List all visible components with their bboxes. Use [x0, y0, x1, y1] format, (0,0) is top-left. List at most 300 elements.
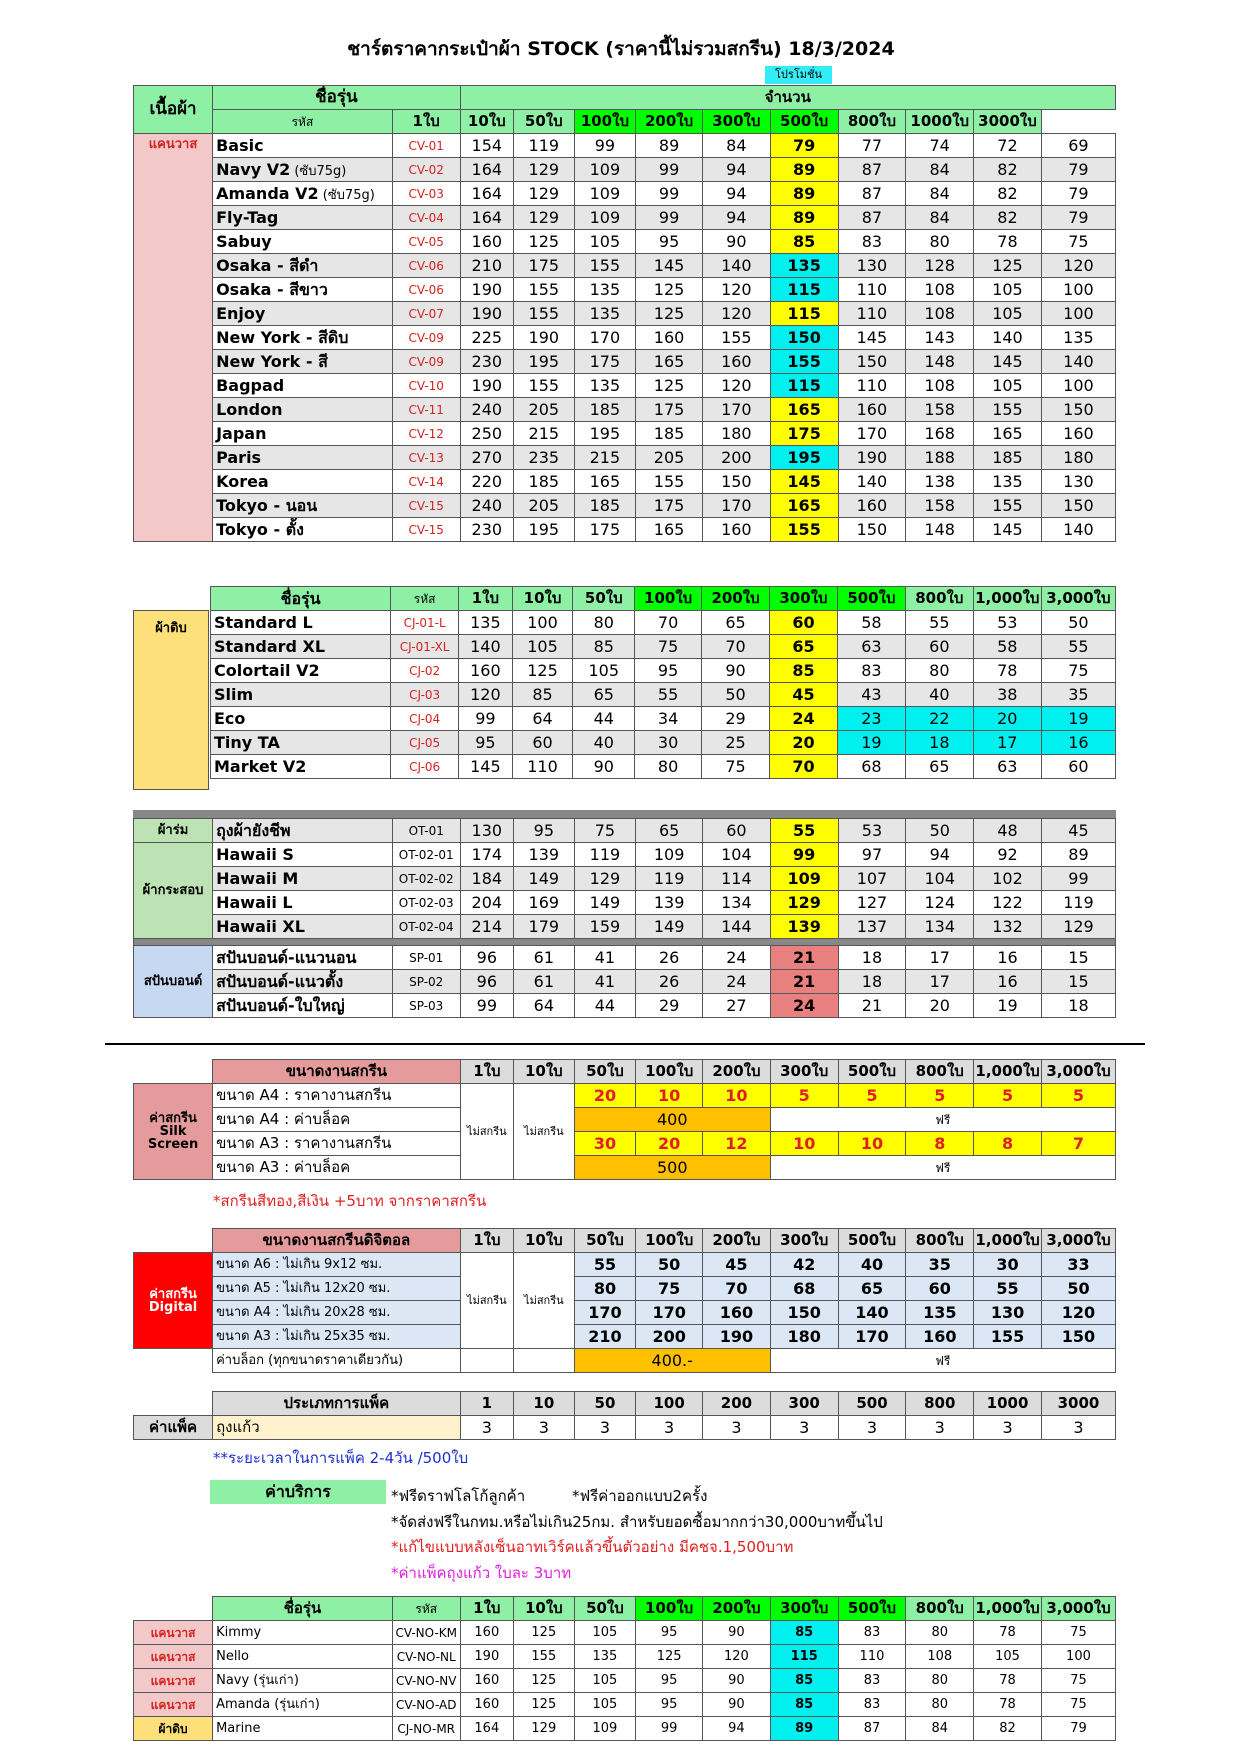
- price-cell: 82: [974, 206, 1042, 230]
- product-name-text: Tokyo - นอน: [216, 495, 318, 515]
- price-cell: 99: [460, 994, 513, 1018]
- product-name: Hawaii L: [213, 891, 393, 915]
- price-cell: 55: [770, 819, 838, 843]
- digital-price-cell: 210: [574, 1325, 636, 1349]
- silk-label-line: Silk: [159, 1124, 187, 1139]
- other-fabric-table: [133, 818, 1116, 1018]
- price-cell: 48: [974, 819, 1042, 843]
- price-cell: 129: [514, 1717, 575, 1741]
- qty-col-header: 1ใบ: [460, 1229, 513, 1253]
- qty-col-header: 3000: [1041, 1392, 1115, 1416]
- qty-col-header: 3000ใบ: [974, 110, 1042, 134]
- price-cell: 26: [636, 946, 703, 970]
- price-cell: 160: [459, 659, 513, 683]
- price-cell: 190: [460, 302, 513, 326]
- product-name: [213, 518, 393, 542]
- price-cell: 170: [702, 398, 770, 422]
- fabric-type-cell: แคนวาส: [134, 1621, 213, 1645]
- qty-col-header: 1,000ใบ: [974, 1229, 1042, 1253]
- digital-block-cost: 400.-: [574, 1349, 770, 1373]
- price-cell: 125: [514, 1621, 575, 1645]
- price-cell: 65: [702, 611, 770, 635]
- qty-col-header: 50: [574, 1392, 636, 1416]
- price-cell: 87: [838, 158, 906, 182]
- price-cell: 21: [838, 994, 906, 1018]
- product-code: SP-01: [392, 946, 460, 970]
- product-name: [213, 278, 393, 302]
- digital-label: [134, 1253, 213, 1349]
- price-cell: 160: [460, 1693, 513, 1717]
- price-cell: 135: [770, 254, 838, 278]
- price-cell: 90: [702, 659, 770, 683]
- price-cell: 35: [1041, 683, 1115, 707]
- pack-price-cell: 3: [574, 1416, 636, 1440]
- price-cell: 78: [973, 659, 1041, 683]
- price-cell: 190: [514, 326, 575, 350]
- silk-price-cell: 12: [703, 1132, 771, 1156]
- price-cell: 215: [574, 446, 636, 470]
- product-name-text: Osaka - สีดำ: [216, 255, 319, 275]
- price-cell: 18: [838, 946, 906, 970]
- price-cell: 105: [574, 1621, 636, 1645]
- price-cell: 70: [635, 611, 702, 635]
- price-cell: 135: [574, 278, 636, 302]
- qty-col-header: 300ใบ: [702, 110, 770, 134]
- product-code: CV-13: [392, 446, 460, 470]
- product-name-text: Basic: [216, 135, 264, 155]
- price-cell: 19: [1041, 707, 1115, 731]
- price-cell: 164: [460, 158, 513, 182]
- price-cell: 104: [703, 843, 771, 867]
- price-cell: 165: [770, 494, 838, 518]
- price-cell: 21: [770, 970, 838, 994]
- price-cell: 205: [514, 494, 575, 518]
- price-cell: 125: [514, 230, 575, 254]
- service-line-1b: *ฟรีค่าออกแบบ2ครั้ง: [572, 1487, 708, 1505]
- digital-price-cell: 60: [906, 1277, 974, 1301]
- table-row: [134, 278, 1116, 302]
- silk-price-cell: 8: [906, 1132, 974, 1156]
- spacer-cell: [134, 939, 1116, 946]
- price-cell: 109: [770, 867, 838, 891]
- qty-col-header: 3,000ใบ: [1041, 1229, 1115, 1253]
- silk-price-cell: 20: [574, 1084, 636, 1108]
- price-cell: 95: [459, 731, 513, 755]
- price-cell: 119: [636, 867, 703, 891]
- price-cell: 17: [906, 970, 974, 994]
- price-cell: 160: [1041, 422, 1115, 446]
- price-cell: 110: [838, 302, 906, 326]
- product-code: CJ-05: [391, 731, 459, 755]
- product-name: Navy (รุ่นเก่า): [213, 1669, 393, 1693]
- price-cell: 150: [1041, 398, 1115, 422]
- fabric-label: สปันบอนด์: [134, 946, 213, 1018]
- price-cell: 155: [974, 494, 1042, 518]
- price-cell: 24: [703, 946, 771, 970]
- old-code-header: รหัส: [392, 1597, 460, 1621]
- price-cell: 155: [770, 518, 838, 542]
- price-cell: 129: [574, 867, 636, 891]
- price-cell: 15: [1041, 970, 1115, 994]
- digital-price-cell: 42: [770, 1253, 838, 1277]
- price-cell: 79: [1041, 1717, 1115, 1741]
- price-cell: 20: [770, 731, 838, 755]
- digital-block-name: ค่าบล็อก (ทุกขนาดราคาเดียวกัน): [213, 1349, 461, 1373]
- digital-price-cell: 35: [906, 1253, 974, 1277]
- qty-col-header: 10ใบ: [514, 1060, 575, 1084]
- price-cell: 69: [1041, 134, 1115, 158]
- digital-price-cell: 55: [974, 1277, 1042, 1301]
- price-cell: 15: [1041, 946, 1115, 970]
- model-header: ชื่อรุ่น: [213, 86, 461, 110]
- price-cell: 150: [838, 350, 906, 374]
- qty-col-header: 1ใบ: [392, 110, 460, 134]
- digital-price-cell: 50: [1041, 1277, 1115, 1301]
- price-cell: 130: [1041, 470, 1115, 494]
- product-name: สปันบอนด์-ใบใหญ่: [213, 994, 393, 1018]
- product-name-text: Tokyo - ตั้ง: [216, 519, 304, 539]
- price-cell: 55: [1041, 635, 1115, 659]
- price-cell: 185: [974, 446, 1042, 470]
- price-cell: 107: [838, 867, 906, 891]
- product-name: [213, 374, 393, 398]
- table-header-row: [134, 1392, 1116, 1416]
- digital-price-cell: 55: [574, 1253, 636, 1277]
- qty-col-header: 200ใบ: [703, 1597, 771, 1621]
- price-cell: 160: [702, 350, 770, 374]
- fabric-header: เนื้อผ้า: [134, 86, 213, 134]
- qty-col-header: 1000: [974, 1392, 1042, 1416]
- price-cell: 220: [460, 470, 513, 494]
- price-cell: 75: [1041, 659, 1115, 683]
- price-cell: 85: [770, 230, 838, 254]
- table-row: [134, 374, 1116, 398]
- table-row: [134, 1301, 1116, 1325]
- product-name: Standard L: [211, 611, 391, 635]
- price-cell: 110: [838, 278, 906, 302]
- price-cell: 85: [512, 683, 573, 707]
- fabric-type-cell: แคนวาส: [134, 1669, 213, 1693]
- qty-col-header: 800ใบ: [905, 587, 973, 611]
- qty-col-header: 1,000ใบ: [973, 587, 1041, 611]
- price-cell: 41: [574, 946, 636, 970]
- qty-col-header: 1: [460, 1392, 513, 1416]
- qty-col-header: 10ใบ: [460, 110, 513, 134]
- price-cell: 124: [906, 891, 974, 915]
- price-cell: 110: [512, 755, 573, 779]
- product-name-text: Enjoy: [216, 303, 266, 323]
- price-cell: 195: [574, 422, 636, 446]
- digital-price-cell: 65: [838, 1277, 906, 1301]
- price-cell: 120: [703, 1645, 771, 1669]
- price-cell: 174: [460, 843, 513, 867]
- price-cell: 130: [460, 819, 513, 843]
- price-cell: 94: [702, 206, 770, 230]
- price-cell: 85: [770, 1693, 838, 1717]
- price-cell: 175: [636, 398, 703, 422]
- packing-table: [133, 1391, 1116, 1440]
- price-cell: 134: [906, 915, 974, 939]
- price-cell: 155: [770, 350, 838, 374]
- price-cell: 95: [514, 819, 575, 843]
- price-cell: 26: [636, 970, 703, 994]
- qty-col-header: 50ใบ: [573, 587, 635, 611]
- price-cell: 134: [703, 891, 771, 915]
- silk-price-cell: 8: [974, 1132, 1042, 1156]
- price-cell: 40: [905, 683, 973, 707]
- qty-col-header: 800ใบ: [906, 1060, 974, 1084]
- price-cell: 119: [1041, 891, 1115, 915]
- price-cell: 168: [906, 422, 974, 446]
- digital-price-cell: 150: [1041, 1325, 1115, 1349]
- pack-price-cell: 3: [514, 1416, 575, 1440]
- price-cell: 87: [838, 206, 906, 230]
- price-cell: 195: [514, 518, 575, 542]
- service-line-1a: *ฟรีดราฟโลโก้ลูกค้า: [391, 1487, 526, 1505]
- qty-col-header: 200ใบ: [703, 1229, 771, 1253]
- old-models-table: [133, 1596, 1116, 1741]
- silk-price-cell: 5: [1041, 1084, 1115, 1108]
- price-cell: 75: [1041, 1669, 1115, 1693]
- qty-col-header: 200ใบ: [702, 587, 770, 611]
- qty-col-header: 100ใบ: [636, 1229, 703, 1253]
- price-cell: 16: [974, 970, 1042, 994]
- price-cell: 129: [514, 158, 575, 182]
- digital-price-cell: 170: [574, 1301, 636, 1325]
- price-cell: 165: [974, 422, 1042, 446]
- price-cell: 125: [514, 1693, 575, 1717]
- table-header-row: [134, 1597, 1116, 1621]
- price-cell: 27: [703, 994, 771, 1018]
- product-code: CV-03: [392, 182, 460, 206]
- price-cell: 75: [574, 819, 636, 843]
- silk-row-name: ขนาด A4 : ค่าบล็อค: [213, 1108, 461, 1132]
- price-cell: 24: [703, 970, 771, 994]
- price-cell: 139: [514, 843, 575, 867]
- silk-label-line: ค่าสกรีน: [149, 1111, 197, 1126]
- digital-row-name: ขนาด A6 : ไม่เกิน 9x12 ซม.: [213, 1253, 461, 1277]
- price-cell: 129: [770, 891, 838, 915]
- price-cell: 160: [460, 1669, 513, 1693]
- price-cell: 114: [703, 867, 771, 891]
- price-cell: 95: [635, 659, 702, 683]
- table-row: [134, 446, 1116, 470]
- product-name-text: New York - สีดิบ: [216, 327, 349, 347]
- price-cell: 79: [1041, 158, 1115, 182]
- free-cell: ฟรี: [770, 1156, 1115, 1180]
- digital-screen-table: [133, 1228, 1116, 1373]
- price-cell: 145: [770, 470, 838, 494]
- price-cell: 23: [837, 707, 905, 731]
- price-cell: 160: [838, 494, 906, 518]
- price-cell: 60: [1041, 755, 1115, 779]
- price-cell: 99: [459, 707, 513, 731]
- product-name: Tiny TA: [211, 731, 391, 755]
- product-name-suffix: (ซับ75g): [318, 187, 375, 203]
- price-cell: 78: [974, 1621, 1042, 1645]
- price-cell: 83: [838, 1669, 906, 1693]
- price-cell: 225: [460, 326, 513, 350]
- price-cell: 155: [514, 374, 575, 398]
- price-cell: 145: [459, 755, 513, 779]
- price-cell: 129: [514, 206, 575, 230]
- price-cell: 87: [838, 1717, 906, 1741]
- price-cell: 129: [514, 182, 575, 206]
- price-cell: 109: [636, 843, 703, 867]
- price-cell: 158: [906, 494, 974, 518]
- pack-item: ถุงแก้ว: [213, 1416, 461, 1440]
- canvas-price-table: [133, 85, 1116, 542]
- qty-col-header: 50ใบ: [574, 1597, 636, 1621]
- table-row: [134, 843, 1116, 867]
- product-code: CV-01: [392, 134, 460, 158]
- price-cell: 58: [973, 635, 1041, 659]
- table-row: [134, 1717, 1116, 1741]
- price-cell: 75: [635, 635, 702, 659]
- price-cell: 105: [573, 659, 635, 683]
- price-cell: 185: [514, 470, 575, 494]
- fabric-type-cell: แคนวาส: [134, 1693, 213, 1717]
- price-cell: 135: [574, 374, 636, 398]
- price-cell: 60: [905, 635, 973, 659]
- qty-col-header: 500: [838, 1392, 906, 1416]
- qty-col-header: 10ใบ: [514, 1597, 575, 1621]
- price-cell: 85: [770, 1669, 838, 1693]
- table-row: [134, 970, 1116, 994]
- price-cell: 105: [574, 1669, 636, 1693]
- digital-row-name: ขนาด A3 : ไม่เกิน 25x35 ซม.: [213, 1325, 461, 1349]
- product-name: [213, 494, 393, 518]
- price-cell: 110: [838, 1645, 906, 1669]
- product-code: OT-02-02: [392, 867, 460, 891]
- price-cell: 140: [974, 326, 1042, 350]
- price-cell: 99: [636, 182, 703, 206]
- price-cell: 29: [702, 707, 770, 731]
- price-cell: 95: [636, 1669, 703, 1693]
- price-cell: 164: [460, 182, 513, 206]
- fabric-type-cell: แคนวาส: [134, 1645, 213, 1669]
- price-cell: 140: [702, 254, 770, 278]
- pack-price-cell: 3: [974, 1416, 1042, 1440]
- price-cell: 115: [770, 374, 838, 398]
- price-cell: 180: [1041, 446, 1115, 470]
- product-name: Nello: [213, 1645, 393, 1669]
- blank-cell: [134, 1060, 213, 1084]
- price-cell: 165: [574, 470, 636, 494]
- price-cell: 84: [906, 182, 974, 206]
- product-code: CV-02: [392, 158, 460, 182]
- product-code: CV-12: [392, 422, 460, 446]
- product-name: Kimmy: [213, 1621, 393, 1645]
- price-cell: 65: [905, 755, 973, 779]
- product-code: CV-10: [392, 374, 460, 398]
- price-cell: 155: [702, 326, 770, 350]
- product-code: CJ-03: [391, 683, 459, 707]
- price-cell: 125: [636, 278, 703, 302]
- blank-cell: [460, 1349, 513, 1373]
- price-cell: 60: [512, 731, 573, 755]
- price-cell: 63: [973, 755, 1041, 779]
- product-name: [213, 446, 393, 470]
- product-name: [213, 398, 393, 422]
- price-cell: 94: [702, 182, 770, 206]
- price-cell: 185: [636, 422, 703, 446]
- price-cell: 80: [906, 1693, 974, 1717]
- price-cell: 99: [636, 158, 703, 182]
- price-cell: 18: [905, 731, 973, 755]
- pack-price-cell: 3: [1041, 1416, 1115, 1440]
- price-cell: 92: [974, 843, 1042, 867]
- digital-price-cell: 140: [838, 1301, 906, 1325]
- blank-cell: [134, 1229, 213, 1253]
- price-cell: 61: [514, 946, 575, 970]
- price-cell: 58: [837, 611, 905, 635]
- price-cell: 105: [574, 230, 636, 254]
- price-cell: 96: [460, 970, 513, 994]
- product-code: CV-06: [392, 254, 460, 278]
- product-code: OT-01: [392, 819, 460, 843]
- fabric-label: ผ้าร่ม: [134, 819, 213, 843]
- silk-row-name: ขนาด A3 : ราคางานสกรีน: [213, 1132, 461, 1156]
- price-cell: 100: [1041, 374, 1115, 398]
- qty-col-header: 300ใบ: [770, 1060, 838, 1084]
- price-cell: 165: [636, 350, 703, 374]
- product-code: CV-11: [392, 398, 460, 422]
- price-cell: 160: [636, 326, 703, 350]
- table-row: [211, 755, 1116, 779]
- table-row: [134, 915, 1116, 939]
- price-cell: 75: [1041, 1693, 1115, 1717]
- table-row: [134, 891, 1116, 915]
- price-cell: 195: [770, 446, 838, 470]
- price-cell: 78: [974, 1693, 1042, 1717]
- qty-col-header: 500ใบ: [837, 587, 905, 611]
- qty-col-header: 10ใบ: [514, 1229, 575, 1253]
- price-cell: 148: [906, 350, 974, 374]
- price-cell: 230: [460, 350, 513, 374]
- product-name: [213, 302, 393, 326]
- price-cell: 105: [974, 278, 1042, 302]
- product-code: CV-14: [392, 470, 460, 494]
- price-cell: 190: [460, 1645, 513, 1669]
- digital-price-cell: 150: [770, 1301, 838, 1325]
- price-cell: 96: [460, 946, 513, 970]
- pack-note: **ระยะเวลาในการแพ็ค 2-4วัน /500ใบ: [213, 1449, 469, 1467]
- price-cell: 89: [770, 1717, 838, 1741]
- table-row: [134, 494, 1116, 518]
- product-name: [213, 470, 393, 494]
- digital-price-cell: 45: [703, 1253, 771, 1277]
- price-cell: 78: [974, 1669, 1042, 1693]
- price-cell: 185: [574, 494, 636, 518]
- qty-col-header: 500ใบ: [838, 1060, 906, 1084]
- price-cell: 175: [636, 494, 703, 518]
- price-cell: 155: [574, 254, 636, 278]
- qty-col-header: 100ใบ: [636, 1060, 703, 1084]
- price-cell: 175: [770, 422, 838, 446]
- qty-col-header: 300ใบ: [770, 1597, 838, 1621]
- product-name: Colortail V2: [211, 659, 391, 683]
- silk-price-cell: 5: [906, 1084, 974, 1108]
- price-cell: 90: [573, 755, 635, 779]
- table-row: [134, 1108, 1116, 1132]
- table-row: [134, 398, 1116, 422]
- pack-type-header: ประเภทการแพ็ค: [213, 1392, 461, 1416]
- page-title: ชาร์ตราคากระเป๋าผ้า STOCK (ราคานี้ไม่รวมสกรีน) 18/3/2024: [347, 38, 895, 60]
- price-cell: 99: [636, 206, 703, 230]
- pack-price-cell: 3: [460, 1416, 513, 1440]
- price-cell: 145: [636, 254, 703, 278]
